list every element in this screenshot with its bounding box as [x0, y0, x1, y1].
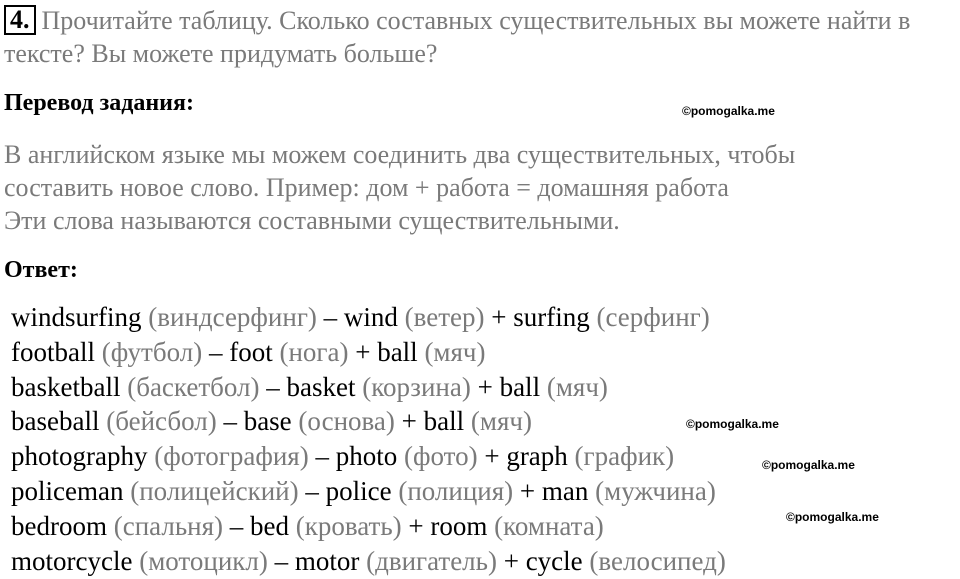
compound-word-translation: (бейсбол)	[106, 406, 217, 437]
watermark: ©pomogalka.me	[762, 458, 855, 472]
compound-word-translation: (виндсерфинг)	[148, 302, 317, 332]
first-part: police	[325, 475, 392, 506]
first-part: motor	[294, 545, 360, 576]
dash: –	[305, 475, 319, 506]
first-part-translation: (основа)	[298, 406, 395, 437]
compound-word-translation: (спальня)	[113, 510, 224, 541]
compound-word-translation: (баскетбол)	[127, 371, 260, 402]
plus-sign: +	[519, 475, 536, 506]
dash: –	[229, 510, 244, 541]
answer-row	[11, 544, 726, 579]
first-part: base	[243, 406, 292, 437]
translation-line: В английском языке мы можем соединить два существительных, чтобы	[4, 140, 796, 169]
first-part-translation: (полиция)	[398, 475, 514, 506]
plus-sign: +	[503, 545, 519, 576]
compound-word-translation: (мотоцикл)	[139, 545, 268, 576]
answer-row	[11, 509, 726, 544]
first-part-translation: (нога)	[279, 336, 349, 367]
first-part-translation: (кровать)	[295, 510, 402, 541]
answer-row	[11, 335, 726, 370]
compound-word: policeman	[11, 475, 124, 506]
second-part-translation: (серфинг)	[596, 302, 710, 332]
answer-row	[11, 474, 726, 509]
translation-text	[4, 138, 954, 237]
dash: –	[266, 371, 280, 402]
second-part-translation: (мяч)	[546, 371, 608, 402]
first-part-translation: (ветер)	[404, 302, 485, 332]
second-part-translation: (мяч)	[424, 336, 486, 367]
plus-sign: +	[477, 371, 493, 402]
answer-row	[11, 404, 726, 439]
second-part: surfing	[513, 302, 590, 332]
first-part: photo	[335, 441, 398, 472]
second-part-translation: (график)	[574, 441, 675, 472]
plus-sign: +	[401, 406, 417, 437]
task-text: Прочитайте таблицу. Сколько составных существительных вы можете найти в тексте? Вы можете придумать больше?	[4, 6, 911, 68]
second-part: ball	[377, 336, 418, 367]
first-part: foot	[229, 336, 273, 367]
plus-sign: +	[408, 510, 424, 541]
second-part: ball	[423, 406, 465, 437]
second-part-translation: (комната)	[494, 510, 604, 541]
translation-heading: Перевод задания:	[4, 90, 194, 116]
second-part: cycle	[525, 545, 583, 576]
first-part-translation: (двигатель)	[366, 545, 497, 576]
answer-row	[11, 370, 726, 405]
task-number: 4.	[4, 5, 36, 35]
second-part: man	[541, 475, 589, 506]
compound-word: football	[11, 336, 95, 367]
compound-word: baseball	[11, 406, 100, 437]
compound-word: photography	[11, 441, 148, 472]
task-statement	[4, 4, 954, 70]
translation-line: Эти слова называются составными существительными.	[4, 206, 620, 235]
plus-sign: +	[355, 336, 371, 367]
compound-word-translation: (фотография)	[154, 441, 309, 472]
watermark: ©pomogalka.me	[686, 417, 779, 431]
first-part-translation: (корзина)	[362, 371, 471, 402]
translation-line: составить новое слово. Пример: дом + работа = домашняя работа	[4, 173, 729, 202]
plus-sign: +	[491, 302, 507, 332]
compound-word-translation: (футбол)	[101, 336, 203, 367]
dash: –	[208, 336, 223, 367]
answer-list	[11, 300, 726, 578]
answer-row	[11, 300, 726, 335]
second-part-translation: (мяч)	[470, 406, 532, 437]
dash: –	[274, 545, 289, 576]
compound-word: windsurfing	[11, 302, 142, 332]
answer-row	[11, 439, 726, 474]
first-part: basket	[286, 371, 356, 402]
compound-word: motorcycle	[11, 545, 133, 576]
second-part: graph	[506, 441, 568, 472]
compound-word: bedroom	[11, 510, 107, 541]
watermark: ©pomogalka.me	[786, 510, 879, 524]
second-part-translation: (мужчина)	[595, 475, 716, 506]
watermark: ©pomogalka.me	[682, 104, 775, 118]
first-part: wind	[343, 302, 398, 332]
second-part: room	[430, 510, 488, 541]
first-part-translation: (фото)	[404, 441, 478, 472]
compound-word-translation: (полицейский)	[130, 475, 299, 506]
dash: –	[223, 406, 237, 437]
second-part-translation: (велосипед)	[589, 545, 726, 576]
second-part: ball	[499, 371, 541, 402]
answer-heading: Ответ:	[4, 257, 78, 283]
plus-sign: +	[484, 441, 500, 472]
first-part: bed	[250, 510, 290, 541]
compound-word: basketball	[11, 371, 121, 402]
dash: –	[323, 302, 338, 332]
dash: –	[315, 441, 329, 472]
